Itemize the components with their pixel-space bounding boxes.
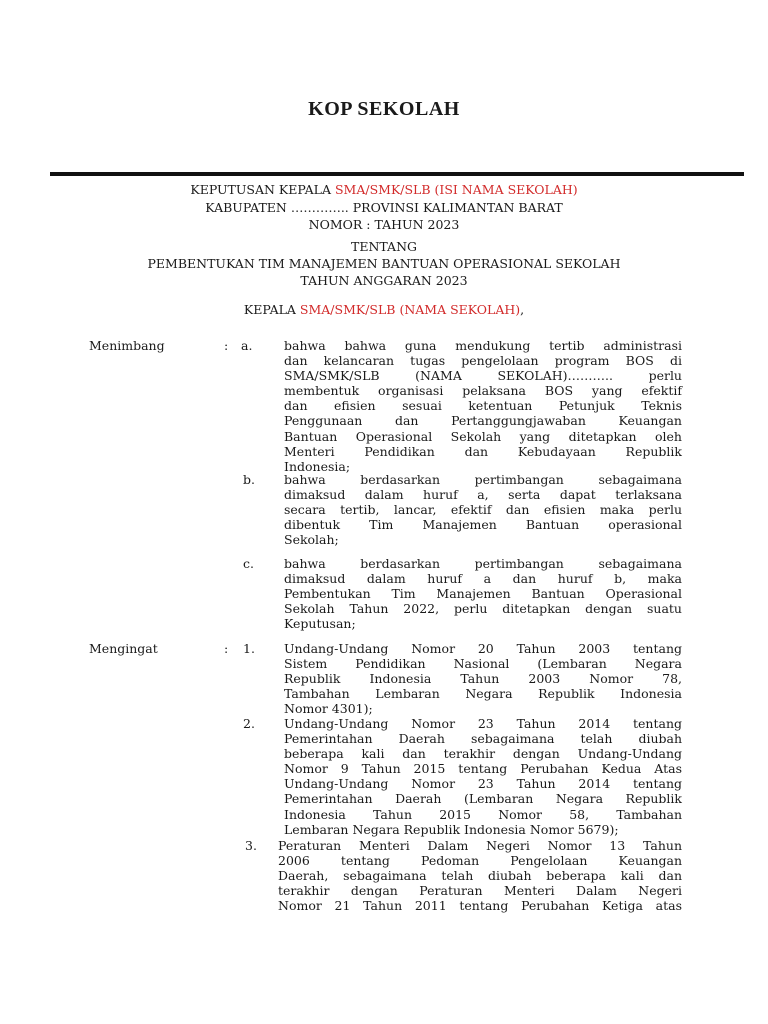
menimbang-label: Menimbang <box>89 338 165 353</box>
region-line: KABUPATEN ………….. PROVINSI KALIMANTAN BARAT <box>205 200 563 215</box>
mengingat-colon: : <box>224 641 229 656</box>
text-line: Indonesia; <box>284 458 351 474</box>
mengingat-item-3 <box>278 838 682 913</box>
text-line: Nomor 21 Tahun 2011 tentang Perubahan Ketiga atas <box>278 898 682 914</box>
mengingat-item-2 <box>284 716 682 837</box>
mengingat-marker-3: 3. <box>245 838 257 853</box>
text-line: dimaksud dalam huruf a, serta dapat terlaksana <box>284 487 682 503</box>
decision-title-line <box>0 182 768 197</box>
kepala-line <box>0 302 768 317</box>
text-line: Undang-Undang Nomor 20 Tahun 2003 tentang <box>284 641 682 656</box>
number-line: NOMOR : TAHUN 2023 <box>308 217 460 232</box>
tentang-heading: TENTANG <box>350 239 417 254</box>
text-line: Peraturan Menteri Dalam Negeri Nomor 13 Tahun <box>278 838 682 853</box>
text-line: Penggunaan dan Pertanggungjawaban Keuangan <box>284 413 682 429</box>
text-line: Bantuan Operasional Sekolah yang ditetapkan oleh <box>284 428 682 444</box>
menimbang-item-a <box>284 338 682 474</box>
text-line: bahwa berdasarkan pertimbangan sebagaimana <box>284 472 682 487</box>
menimbang-marker-a: a. <box>241 338 253 353</box>
subject-line-1: PEMBENTUKAN TIM MANAJEMEN BANTUAN OPERASIONAL SEKOLAH <box>147 256 621 271</box>
text-line: beberapa kali dan terakhir dengan Undang-Undang <box>284 746 682 762</box>
menimbang-item-c <box>284 556 682 631</box>
mengingat-marker-1: 1. <box>243 641 255 656</box>
menimbang-marker-b: b. <box>243 472 255 487</box>
decision-title-prefix: KEPUTUSAN KEPALA <box>190 182 335 197</box>
text-line: dan kelancaran tugas pengelolaan program BOS di <box>284 353 682 369</box>
kepala-prefix: KEPALA <box>243 302 300 317</box>
text-line: Daerah, sebagaimana telah diubah beberapa kali dan <box>278 868 682 884</box>
mengingat-marker-2: 2. <box>243 716 255 731</box>
text-line: Nomor 4301); <box>284 701 373 717</box>
mengingat-label: Mengingat <box>89 641 158 656</box>
letterhead-title: KOP SEKOLAH <box>308 98 460 120</box>
text-line: Pemerintahan Daerah sebagaimana telah diubah <box>284 731 682 747</box>
menimbang-item-b <box>284 472 682 547</box>
school-name-placeholder: SMA/SMK/SLB (ISI NAMA SEKOLAH) <box>334 182 578 197</box>
text-line: SMA/SMK/SLB (NAMA SEKOLAH)……….. perlu <box>284 368 682 384</box>
text-line: Nomor 9 Tahun 2015 tentang Perubahan Kedua Atas <box>284 761 682 777</box>
kepala-school-placeholder: SMA/SMK/SLB (NAMA SEKOLAH) <box>299 302 521 317</box>
text-line: Sekolah Tahun 2022, perlu ditetapkan dengan suatu <box>284 601 682 617</box>
letterhead-divider <box>50 172 744 176</box>
kepala-suffix: , <box>520 302 525 317</box>
text-line: membentuk organisasi pelaksana BOS yang efektif <box>284 383 682 399</box>
text-line: bahwa bahwa guna mendukung tertib administrasi <box>284 338 682 353</box>
text-line: Keputusan; <box>284 616 356 632</box>
text-line: dimaksud dalam huruf a dan huruf b, maka <box>284 571 682 587</box>
menimbang-marker-c: c. <box>243 556 254 571</box>
text-line: dan efisien sesuai ketentuan Petunjuk Teknis <box>284 398 682 414</box>
text-line: Undang-Undang Nomor 23 Tahun 2014 tentang <box>284 776 682 792</box>
subject-line-2: TAHUN ANGGARAN 2023 <box>300 273 468 288</box>
text-line: Tambahan Lembaran Negara Republik Indonesia <box>284 686 682 702</box>
text-line: Republik Indonesia Tahun 2003 Nomor 78, <box>284 671 682 687</box>
text-line: Pembentukan Tim Manajemen Bantuan Operasional <box>284 586 682 602</box>
menimbang-colon: : <box>224 338 229 353</box>
text-line: Sekolah; <box>284 532 339 548</box>
text-line: Undang-Undang Nomor 23 Tahun 2014 tentang <box>284 716 682 731</box>
mengingat-item-1 <box>284 641 682 716</box>
text-line: terakhir dengan Peraturan Menteri Dalam Negeri <box>278 883 682 899</box>
text-line: secara tertib, lancar, efektif dan efisien maka perlu <box>284 502 682 518</box>
text-line: Menteri Pendidikan dan Kebudayaan Republik <box>284 443 682 459</box>
text-line: Lembaran Negara Republik Indonesia Nomor 5679); <box>284 821 619 837</box>
text-line: Pemerintahan Daerah (Lembaran Negara Republik <box>284 791 682 807</box>
text-line: Sistem Pendidikan Nasional (Lembaran Negara <box>284 656 682 672</box>
text-line: bahwa berdasarkan pertimbangan sebagaimana <box>284 556 682 571</box>
text-line: dibentuk Tim Manajemen Bantuan operasional <box>284 517 682 533</box>
text-line: Indonesia Tahun 2015 Nomor 58, Tambahan <box>284 806 682 822</box>
text-line: 2006 tentang Pedoman Pengelolaan Keuangan <box>278 853 682 869</box>
